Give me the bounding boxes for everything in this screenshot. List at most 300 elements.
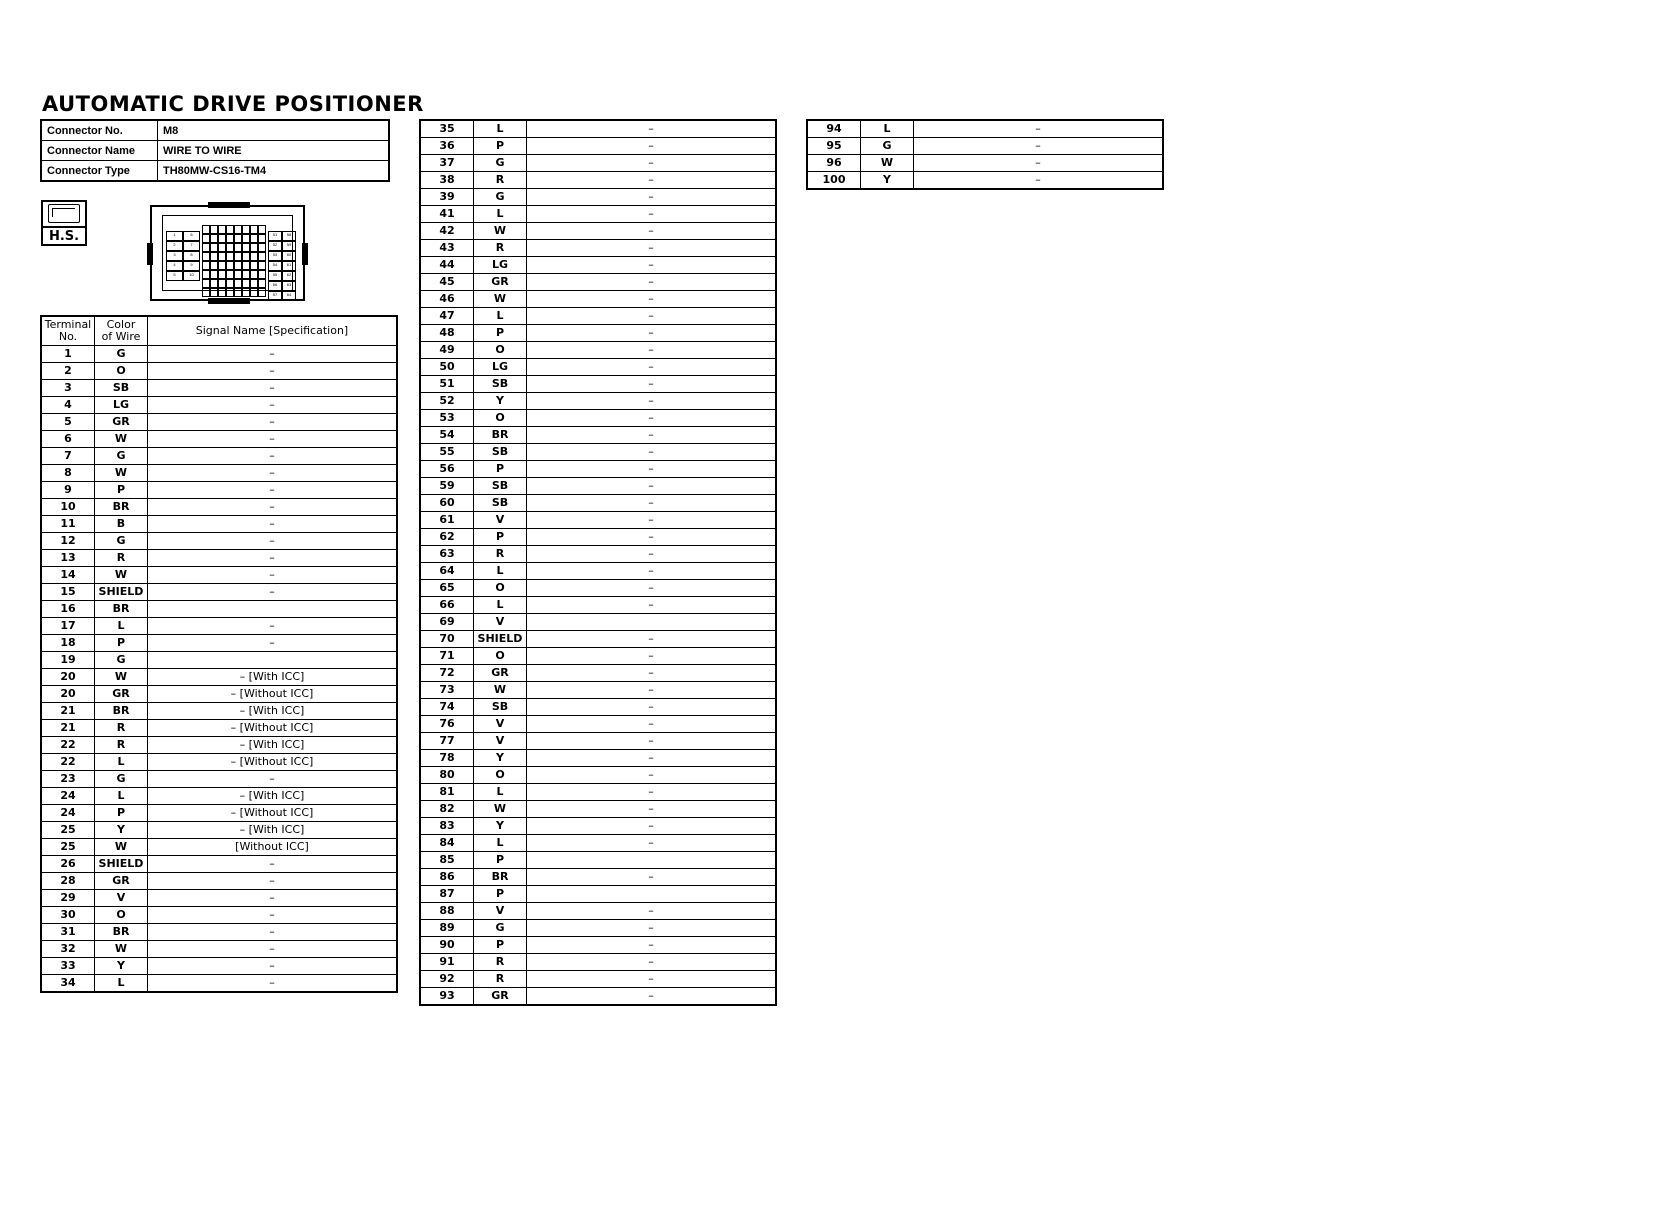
pin: [242, 270, 250, 279]
terminal-no-cell: 45: [420, 274, 474, 291]
header-terminal-line1: Terminal: [44, 318, 92, 331]
signal-name-cell: –: [527, 733, 777, 750]
wire-color-cell: O: [474, 342, 527, 359]
wire-color-cell: BR: [95, 601, 148, 618]
wire-color-cell: O: [474, 580, 527, 597]
signal-name-cell: –: [527, 954, 777, 971]
wire-color-cell: O: [474, 410, 527, 427]
pin: 4: [166, 261, 183, 271]
wire-color-cell: L: [474, 308, 527, 325]
pin: [226, 234, 234, 243]
signal-name-cell: –: [527, 512, 777, 529]
wire-color-cell: L: [95, 618, 148, 635]
signal-name-cell: –: [527, 376, 777, 393]
wire-color-cell: P: [474, 461, 527, 478]
pin: [218, 279, 226, 288]
wire-color-cell: O: [474, 648, 527, 665]
hs-label: H.S.: [48, 229, 80, 244]
wire-color-cell: V: [474, 614, 527, 631]
signal-name-cell: –: [148, 533, 398, 550]
signal-name-cell: –: [148, 924, 398, 941]
signal-name-cell: –: [527, 206, 777, 223]
connector-type-label: Connector Type: [41, 161, 158, 182]
terminal-no-cell: 84: [420, 835, 474, 852]
terminal-no-cell: 69: [420, 614, 474, 631]
table-row: [420, 461, 776, 478]
terminal-no-cell: 80: [420, 767, 474, 784]
terminal-no-cell: 63: [420, 546, 474, 563]
wire-color-cell: W: [95, 567, 148, 584]
terminal-no-cell: 21: [41, 720, 95, 737]
wire-color-cell: W: [861, 155, 914, 172]
terminal-no-cell: 70: [420, 631, 474, 648]
pin: [250, 225, 258, 234]
signal-name-cell: –: [527, 359, 777, 376]
wire-color-cell: SB: [474, 495, 527, 512]
wire-color-cell: R: [95, 720, 148, 737]
pin: 62: [282, 271, 296, 281]
signal-name-cell: –: [527, 903, 777, 920]
signal-name-cell: –: [527, 393, 777, 410]
wire-color-cell: W: [474, 291, 527, 308]
terminal-no-cell: 56: [420, 461, 474, 478]
signal-name-cell: –: [527, 291, 777, 308]
table-row: [41, 516, 397, 533]
signal-name-cell: –: [527, 835, 777, 852]
signal-name-cell: –: [527, 767, 777, 784]
signal-name-cell: –: [527, 155, 777, 172]
terminal-no-cell: 34: [41, 975, 95, 993]
wire-color-cell: P: [474, 937, 527, 954]
table-row: [41, 686, 397, 703]
pin: [202, 270, 210, 279]
pin: [226, 270, 234, 279]
pin: [210, 243, 218, 252]
terminal-no-cell: 11: [41, 516, 95, 533]
terminal-table-middle: [419, 119, 777, 1006]
header-signal-name: Signal Name [Specification]: [148, 316, 398, 346]
wire-color-cell: G: [474, 155, 527, 172]
terminal-no-cell: 78: [420, 750, 474, 767]
signal-name-cell: –: [527, 563, 777, 580]
pin: [234, 225, 242, 234]
terminal-no-cell: 87: [420, 886, 474, 903]
pin: 58: [282, 231, 296, 241]
wire-color-cell: L: [474, 784, 527, 801]
table-row: [420, 325, 776, 342]
wire-color-cell: BR: [474, 427, 527, 444]
pin: [202, 225, 210, 234]
header-color-line1: Color: [106, 318, 136, 331]
terminal-no-cell: 14: [41, 567, 95, 584]
terminal-no-cell: 23: [41, 771, 95, 788]
terminal-no-cell: 96: [807, 155, 861, 172]
pin: [226, 279, 234, 288]
table-row: [420, 971, 776, 988]
pin: 53: [268, 251, 282, 261]
pin: 60: [282, 251, 296, 261]
wire-color-cell: G: [474, 920, 527, 937]
wire-color-cell: SB: [474, 444, 527, 461]
terminal-rows-middle: [420, 120, 776, 1005]
wire-color-cell: LG: [474, 257, 527, 274]
wire-color-cell: L: [474, 206, 527, 223]
connector-name-label: Connector Name: [41, 141, 158, 161]
terminal-no-cell: 91: [420, 954, 474, 971]
terminal-no-cell: 64: [420, 563, 474, 580]
terminal-no-cell: 76: [420, 716, 474, 733]
signal-name-cell: –: [148, 516, 398, 533]
wire-color-cell: W: [95, 465, 148, 482]
signal-name-cell: –: [527, 461, 777, 478]
signal-name-cell: –: [527, 750, 777, 767]
pin: [242, 261, 250, 270]
wire-color-cell: W: [474, 682, 527, 699]
signal-name-cell: – [Without ICC]: [148, 720, 398, 737]
wire-color-cell: GR: [95, 873, 148, 890]
table-row: [420, 988, 776, 1006]
terminal-no-cell: 22: [41, 754, 95, 771]
table-row: [41, 958, 397, 975]
signal-name-cell: –: [527, 138, 777, 155]
signal-name-cell: –: [527, 818, 777, 835]
table-row: [41, 788, 397, 805]
wire-color-cell: SHIELD: [95, 856, 148, 873]
connector-no-row: [41, 120, 389, 141]
wire-color-cell: P: [474, 852, 527, 869]
terminal-no-cell: 81: [420, 784, 474, 801]
table-row: [41, 805, 397, 822]
table-row: [41, 550, 397, 567]
table-row: [41, 482, 397, 499]
terminal-no-cell: 25: [41, 822, 95, 839]
terminal-no-cell: 85: [420, 852, 474, 869]
table-row: [420, 257, 776, 274]
connector-name-row: [41, 141, 389, 161]
terminal-no-cell: 65: [420, 580, 474, 597]
table-row: [41, 924, 397, 941]
wire-color-cell: GR: [474, 274, 527, 291]
terminal-no-cell: 54: [420, 427, 474, 444]
pin: [226, 243, 234, 252]
signal-name-cell: –: [527, 495, 777, 512]
table-row: [41, 737, 397, 754]
table-row: [41, 635, 397, 652]
signal-name-cell: –: [148, 890, 398, 907]
table-row: [420, 733, 776, 750]
table-row: [420, 580, 776, 597]
terminal-no-cell: 38: [420, 172, 474, 189]
pin: 52: [268, 241, 282, 251]
table-row: [420, 240, 776, 257]
terminal-no-cell: 90: [420, 937, 474, 954]
terminal-no-cell: 5: [41, 414, 95, 431]
pin: 5: [166, 271, 183, 281]
pin: [226, 225, 234, 234]
table-row: [420, 342, 776, 359]
signal-name-cell: [148, 652, 398, 669]
table-row: [420, 393, 776, 410]
wire-color-cell: R: [474, 971, 527, 988]
wire-color-cell: L: [474, 120, 527, 138]
table-row: [420, 920, 776, 937]
table-row: [41, 363, 397, 380]
terminal-no-cell: 26: [41, 856, 95, 873]
table-row: [420, 597, 776, 614]
pin: [234, 252, 242, 261]
wire-color-cell: LG: [95, 397, 148, 414]
table-row: [420, 682, 776, 699]
table-row: [41, 703, 397, 720]
pin: [258, 243, 266, 252]
pin: [250, 234, 258, 243]
wire-color-cell: L: [861, 120, 914, 138]
wire-color-cell: L: [95, 754, 148, 771]
table-row: [420, 172, 776, 189]
terminal-no-cell: 29: [41, 890, 95, 907]
terminal-no-cell: 62: [420, 529, 474, 546]
terminal-no-cell: 44: [420, 257, 474, 274]
pin: 54: [268, 261, 282, 271]
table-row: [420, 784, 776, 801]
terminal-no-cell: 77: [420, 733, 474, 750]
terminal-no-cell: 47: [420, 308, 474, 325]
table-row: [41, 448, 397, 465]
signal-name-cell: –: [527, 869, 777, 886]
pin: [202, 234, 210, 243]
table-row: [420, 699, 776, 716]
terminal-no-cell: 24: [41, 805, 95, 822]
terminal-no-cell: 66: [420, 597, 474, 614]
signal-name-cell: –: [148, 550, 398, 567]
pin: [234, 279, 242, 288]
signal-name-cell: – [With ICC]: [148, 737, 398, 754]
signal-name-cell: –: [527, 546, 777, 563]
table-row: [420, 852, 776, 869]
wire-color-cell: SB: [474, 478, 527, 495]
signal-name-cell: –: [527, 444, 777, 461]
terminal-table-right: [806, 119, 1164, 190]
terminal-no-cell: 46: [420, 291, 474, 308]
terminal-no-cell: 92: [420, 971, 474, 988]
wire-color-cell: G: [95, 771, 148, 788]
pin: [218, 243, 226, 252]
pin: [242, 225, 250, 234]
wire-color-cell: GR: [95, 414, 148, 431]
pin: [250, 279, 258, 288]
signal-name-cell: – [With ICC]: [148, 822, 398, 839]
wire-color-cell: L: [95, 788, 148, 805]
terminal-no-cell: 20: [41, 669, 95, 686]
table-row: [420, 903, 776, 920]
wire-color-cell: R: [95, 550, 148, 567]
signal-name-cell: –: [148, 584, 398, 601]
connector-tab-top: [208, 202, 250, 208]
signal-name-cell: –: [148, 958, 398, 975]
signal-name-cell: –: [527, 342, 777, 359]
wire-color-cell: O: [474, 767, 527, 784]
wire-color-cell: V: [474, 733, 527, 750]
signal-name-cell: –: [527, 937, 777, 954]
table-row: [420, 427, 776, 444]
table-row: [420, 546, 776, 563]
table-row: [420, 189, 776, 206]
wire-color-cell: O: [95, 907, 148, 924]
header-color-of-wire: [95, 316, 148, 346]
signal-name-cell: – [Without ICC]: [148, 754, 398, 771]
table-row: [420, 120, 776, 138]
connector-info-table: [40, 119, 390, 182]
wire-color-cell: W: [95, 941, 148, 958]
wire-color-cell: W: [95, 669, 148, 686]
terminal-no-cell: 51: [420, 376, 474, 393]
table-row: [41, 397, 397, 414]
signal-name-cell: –: [148, 397, 398, 414]
table-row: [420, 767, 776, 784]
signal-name-cell: –: [527, 223, 777, 240]
wire-color-cell: GR: [474, 988, 527, 1006]
pin: [242, 279, 250, 288]
terminal-no-cell: 12: [41, 533, 95, 550]
terminal-no-cell: 18: [41, 635, 95, 652]
terminal-rows-left: [41, 346, 397, 993]
pin: [258, 225, 266, 234]
terminal-no-cell: 28: [41, 873, 95, 890]
signal-name-cell: –: [527, 971, 777, 988]
signal-name-cell: –: [148, 465, 398, 482]
pin: [202, 288, 210, 297]
wire-color-cell: P: [474, 529, 527, 546]
signal-name-cell: –: [527, 120, 777, 138]
signal-name-cell: [148, 601, 398, 618]
wire-color-cell: Y: [474, 393, 527, 410]
wire-color-cell: G: [474, 189, 527, 206]
connector-no-value: M8: [158, 120, 390, 141]
signal-name-cell: –: [527, 478, 777, 495]
table-row: [41, 652, 397, 669]
wire-color-cell: SB: [95, 380, 148, 397]
terminal-no-cell: 50: [420, 359, 474, 376]
terminal-no-cell: 39: [420, 189, 474, 206]
signal-name-cell: [527, 852, 777, 869]
signal-name-cell: –: [148, 431, 398, 448]
header-color-line2: of Wire: [101, 330, 141, 343]
wire-color-cell: P: [95, 635, 148, 652]
signal-name-cell: –: [148, 975, 398, 993]
signal-name-cell: –: [527, 580, 777, 597]
wire-color-cell: BR: [95, 703, 148, 720]
connector-latch-right: [302, 243, 308, 265]
signal-name-cell: – [With ICC]: [148, 669, 398, 686]
connector-name-value: WIRE TO WIRE: [158, 141, 390, 161]
table-row: [41, 584, 397, 601]
wire-color-cell: P: [474, 886, 527, 903]
table-row: [41, 975, 397, 993]
signal-name-cell: –: [527, 784, 777, 801]
wire-color-cell: B: [95, 516, 148, 533]
wire-color-cell: BR: [95, 499, 148, 516]
terminal-no-cell: 42: [420, 223, 474, 240]
wire-color-cell: SHIELD: [95, 584, 148, 601]
signal-name-cell: –: [148, 856, 398, 873]
terminal-no-cell: 6: [41, 431, 95, 448]
terminal-no-cell: 86: [420, 869, 474, 886]
table-row: [41, 533, 397, 550]
pin: [210, 234, 218, 243]
signal-name-cell: –: [527, 801, 777, 818]
signal-name-cell: –: [527, 699, 777, 716]
signal-name-cell: – [With ICC]: [148, 703, 398, 720]
pin: 8: [183, 251, 200, 261]
terminal-no-cell: 15: [41, 584, 95, 601]
terminal-table-left: [40, 315, 398, 993]
wire-color-cell: L: [95, 975, 148, 993]
signal-name-cell: –: [527, 682, 777, 699]
connector-face-diagram: [150, 205, 305, 301]
pin: [226, 252, 234, 261]
signal-name-cell: –: [148, 499, 398, 516]
terminal-no-cell: 48: [420, 325, 474, 342]
signal-name-cell: –: [527, 325, 777, 342]
signal-name-cell: –: [148, 635, 398, 652]
pin: 61: [282, 261, 296, 271]
pin: 7: [183, 241, 200, 251]
pin: [202, 252, 210, 261]
terminal-no-cell: 72: [420, 665, 474, 682]
connector-face-icon: [43, 202, 85, 228]
wire-color-cell: L: [474, 563, 527, 580]
wire-color-cell: W: [474, 801, 527, 818]
table-row: [41, 414, 397, 431]
wire-color-cell: O: [95, 363, 148, 380]
signal-name-cell: –: [527, 410, 777, 427]
wire-color-cell: Y: [861, 172, 914, 190]
terminal-no-cell: 19: [41, 652, 95, 669]
pin: [234, 243, 242, 252]
table-row: [420, 886, 776, 903]
table-row: [420, 274, 776, 291]
table-row: [41, 346, 397, 363]
terminal-no-cell: 31: [41, 924, 95, 941]
pin: [250, 243, 258, 252]
pin: 63: [282, 281, 296, 291]
table-row: [41, 941, 397, 958]
terminal-no-cell: 93: [420, 988, 474, 1006]
wire-color-cell: Y: [95, 958, 148, 975]
pin: [218, 270, 226, 279]
table-row: [420, 801, 776, 818]
pin: [226, 261, 234, 270]
signal-name-cell: –: [148, 567, 398, 584]
pin: [218, 225, 226, 234]
pin: [234, 261, 242, 270]
signal-name-cell: –: [527, 274, 777, 291]
terminal-no-cell: 7: [41, 448, 95, 465]
table-row: [420, 835, 776, 852]
connector-tab-bottom: [208, 298, 250, 304]
wire-color-cell: P: [95, 805, 148, 822]
wire-color-cell: V: [474, 512, 527, 529]
pin: [210, 270, 218, 279]
header-terminal-line2: No.: [58, 330, 78, 343]
table-row: [807, 120, 1163, 138]
terminal-no-cell: 71: [420, 648, 474, 665]
terminal-rows-right: [807, 120, 1163, 189]
terminal-no-cell: 94: [807, 120, 861, 138]
pin-block-center: [202, 225, 266, 297]
wire-color-cell: BR: [474, 869, 527, 886]
signal-name-cell: –: [527, 529, 777, 546]
